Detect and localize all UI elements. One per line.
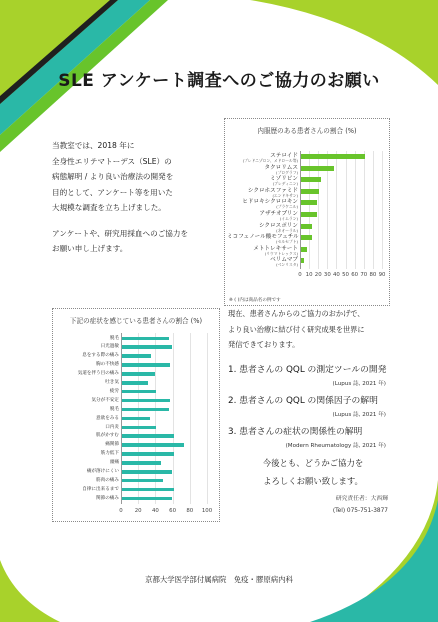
medication-chart-title: 内服歴のある患者さんの割合 (%) <box>257 127 357 135</box>
symptom-chart-category-label: 日光過敏 <box>100 344 119 350</box>
medication-chart-note: ※ ( )内は商品名の例です <box>229 298 281 303</box>
symptom-chart-bar <box>122 461 161 465</box>
medication-chart-bar <box>301 166 334 171</box>
symptom-chart-category-label: 口内炎 <box>105 424 119 430</box>
medication-chart-tick-label: 0 <box>298 272 302 278</box>
footer-department: 京都大学医学部付属病院 免疫・膠原病内科 <box>145 575 293 584</box>
intro-paragraph-2-line: アンケートや、研究用採血へのご協力を <box>52 228 189 238</box>
symptom-chart-category-label: 痛関節 <box>105 442 119 448</box>
intro-paragraph-2-line: お願い申し上げます。 <box>52 244 128 253</box>
research-summary-line: 発信できております。 <box>228 340 300 350</box>
symptom-chart-gridline <box>207 333 208 504</box>
medication-chart-gridline <box>336 151 337 269</box>
symptom-chart-bar <box>122 434 174 438</box>
symptom-chart-gridline <box>190 333 191 504</box>
symptom-chart-category-label: 筋力低下 <box>100 451 119 457</box>
medication-chart-category-subtitle: (プラケニル) <box>276 204 298 210</box>
symptom-chart-bar <box>122 381 148 385</box>
medication-chart-tick-label: 60 <box>351 272 359 278</box>
result-source: (Lupus 誌, 2021 年) <box>332 412 386 418</box>
medication-chart-category-label: ベリムマブ (ベンリスタ) <box>227 257 298 268</box>
symptom-chart-bar <box>122 417 150 421</box>
medication-chart-bar <box>301 212 317 217</box>
intro-paragraph-1-line: 全身性エリテマトーデス（SLE）の <box>52 156 172 166</box>
medication-chart-category-subtitle: (リウマトレックス) <box>264 250 298 256</box>
symptom-chart-category-label: 吐き気 <box>105 380 119 385</box>
medication-chart-tick-label: 30 <box>323 272 331 278</box>
medication-chart-category-label: タクロリムス (プログラフ) <box>227 165 298 176</box>
medication-chart-gridline <box>382 151 383 269</box>
responsible-person: 研究責任者：大西輝 <box>335 496 388 502</box>
symptom-chart-category-label: 肌がかすむ <box>96 433 119 439</box>
symptom-chart-category-label: 脱毛 <box>109 335 119 341</box>
medication-chart-category-subtitle: (ネオーラル) <box>276 227 298 233</box>
medication-chart-bar <box>301 247 307 252</box>
closing-message-line: よろしくお願い致します。 <box>263 476 363 486</box>
result-item: 1. 患者さんの QQL の測定ツールの開発 <box>228 365 387 375</box>
symptom-chart-category-label: 胸の不快感 <box>96 362 119 368</box>
symptom-chart-bar <box>122 363 170 367</box>
symptom-chart-bar <box>122 372 155 376</box>
symptom-chart-bar <box>122 426 156 430</box>
medication-chart-bar <box>301 177 321 182</box>
research-summary-line: より良い治療に結び付く研究成果を世界に <box>228 324 365 334</box>
research-summary <box>228 306 400 353</box>
symptom-chart <box>52 308 220 522</box>
intro-paragraph-1-line: 大規模な調査を立ち上げました。 <box>52 203 166 212</box>
result-source: (Lupus 誌, 2021 年) <box>332 381 386 387</box>
symptom-chart-category-label: 関節の痛み <box>96 495 119 501</box>
medication-chart-category-label: アザチオプリン (イムラン) <box>227 211 298 222</box>
intro-paragraph-2 <box>52 226 227 257</box>
medication-chart-category-subtitle: (ベンリスタ) <box>276 262 298 268</box>
symptom-chart-gridline <box>173 333 174 504</box>
symptom-chart-category-label: 疲労 <box>109 388 119 394</box>
medication-chart-category-label: ヒドロキシクロロキン (プラケニル) <box>227 199 298 210</box>
page-title: SLE アンケート調査へのご協力のお願い <box>58 71 380 91</box>
symptom-chart-category-label: 脱毛 <box>109 406 119 412</box>
result-item: 3. 患者さんの症状の関係性の解明 <box>228 427 363 437</box>
medication-chart-bar <box>301 224 312 229</box>
medication-chart-category-subtitle: (エンドキサン) <box>272 192 298 198</box>
symptom-chart-bar <box>122 497 172 501</box>
medication-chart-category-subtitle: (セルセプト) <box>276 239 298 245</box>
medication-chart-bar <box>301 235 312 240</box>
medication-chart-category-label: ステロイド (プレドニゾロン、メドロール等) <box>227 153 298 164</box>
symptom-chart-bar <box>122 354 151 358</box>
symptom-chart-tick-label: 100 <box>201 508 213 515</box>
symptom-chart-category-label: 頭痛 <box>109 460 119 466</box>
symptom-chart-category-label: 息をする際の痛み <box>82 353 119 359</box>
medication-chart-gridline <box>364 151 365 269</box>
medication-chart-category-subtitle: (プレドニゾロン、メドロール等) <box>242 158 298 163</box>
intro-paragraph-1 <box>52 138 227 216</box>
medication-chart-category-subtitle: (プログラフ) <box>276 169 298 175</box>
medication-chart-tick-label: 80 <box>369 272 377 278</box>
symptom-chart-bar <box>122 390 156 394</box>
symptom-chart-category-label: 痛が溶けにくい <box>86 469 119 474</box>
symptom-chart-bar <box>122 488 174 492</box>
medication-chart-tick-label: 40 <box>333 272 340 278</box>
medication-chart-bar <box>301 154 365 159</box>
medication-chart-category-label: ミゾリビン (ブレディニン) <box>227 176 298 187</box>
symptom-chart-tick-label: 0 <box>119 508 123 515</box>
medication-chart-tick-label: 20 <box>314 272 322 278</box>
medication-chart-category-label: メトトレキサート (リウマトレックス) <box>227 246 298 257</box>
intro-paragraph-1-line: 目的として、アンケート等を用いた <box>52 187 173 197</box>
medication-chart-category-subtitle: (ブレディニン) <box>272 181 298 187</box>
medication-chart-bar <box>301 200 317 205</box>
medication-chart-category-subtitle: (イムラン) <box>279 216 298 221</box>
closing-message <box>228 454 398 490</box>
contact-tel: (Tel) 075-751-3877 <box>332 508 388 514</box>
symptom-chart-bar <box>122 443 184 447</box>
intro-paragraph-1-line: 病態解明 / より良い治療法の開発を <box>52 172 174 181</box>
medication-chart-tick-label: 70 <box>360 272 368 278</box>
symptom-chart-bar <box>122 470 172 474</box>
research-summary-line: 現在、患者さんからのご協力のおかげで、 <box>228 309 365 318</box>
symptom-chart-category-label: 自律に出来るまで <box>82 486 119 492</box>
medication-chart-bar <box>301 258 304 263</box>
symptom-chart-bar <box>122 399 170 403</box>
symptom-chart-bar <box>122 408 169 412</box>
symptom-chart-category-label: 意欲をみる <box>96 415 119 421</box>
medication-chart-tick-label: 50 <box>342 272 349 278</box>
medication-chart-tick-label: 90 <box>378 272 386 278</box>
closing-message-line: 今後とも、どうかご協力を <box>262 458 364 468</box>
symptom-chart-bar <box>122 452 174 456</box>
symptom-chart-bar <box>122 345 172 349</box>
medication-chart-bar <box>301 189 319 194</box>
intro-text <box>52 138 227 267</box>
result-source: (Modern Rheumatology 誌, 2021 年) <box>285 443 386 449</box>
symptom-chart-tick-label: 80 <box>186 508 194 515</box>
medication-chart-gridline <box>373 151 374 269</box>
symptom-chart-category-label: 気分が不安定 <box>91 397 119 403</box>
medication-chart-gridline <box>346 151 347 269</box>
symptom-chart-category-label: 気道を伴う目の痛み <box>77 371 119 377</box>
symptom-chart-tick-label: 60 <box>169 508 177 515</box>
intro-paragraph-1-line: 当教室では、2018 年に <box>52 141 135 150</box>
symptom-chart-category-label: 筋肉の痛み <box>96 477 119 483</box>
symptom-chart-tick-label: 40 <box>151 508 159 515</box>
medication-chart-category-label: シクロスポリン (ネオーラル) <box>227 223 298 234</box>
medication-chart-category-label: シクロホスファミド (エンドキサン) <box>227 188 298 199</box>
result-item: 2. 患者さんの QQL の関係因子の解明 <box>228 396 378 406</box>
medication-chart <box>224 118 390 306</box>
symptom-chart-bar <box>122 479 163 483</box>
symptom-chart-title: 下記の症状を感じている患者さんの割合 (%) <box>69 317 203 325</box>
medication-chart-tick-label: 10 <box>305 272 313 278</box>
symptom-chart-bar <box>122 337 169 341</box>
medication-chart-category-label: ミコフェノール酸モフェチル (セルセプト) <box>227 234 299 245</box>
symptom-chart-tick-label: 20 <box>134 508 142 515</box>
medication-chart-gridline <box>355 151 356 269</box>
